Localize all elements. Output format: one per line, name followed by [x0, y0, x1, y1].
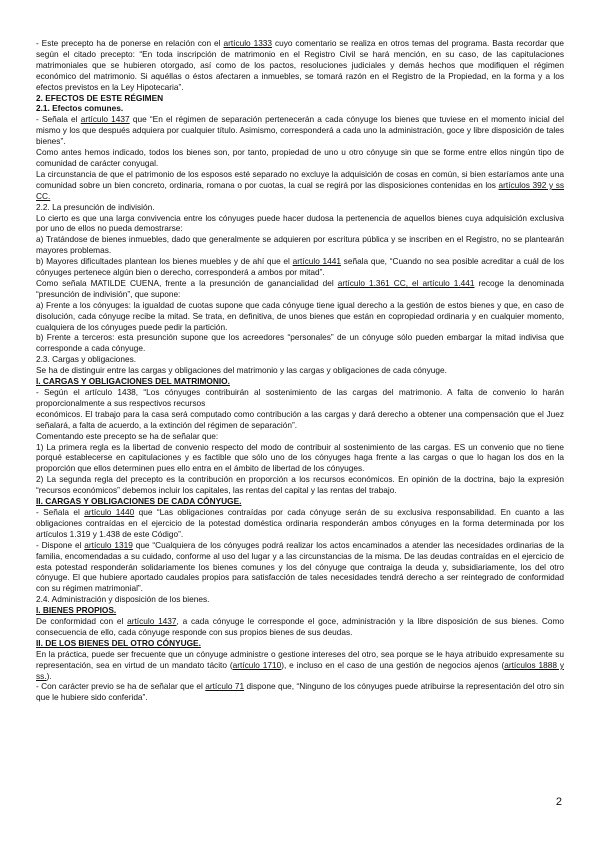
text-run: La circunstancia de que el patrimonio de los esposos esté separado no excluye la adquisición de cosas en común, si bien estaríamos ante una comunidad sobre un bien concreto, ordinaria, romana o por cuotas, la cual se regirá por las disposiciones contenidas en los: [36, 168, 564, 190]
text-run: De conformidad con el: [36, 616, 128, 627]
article-link[interactable]: artículos 1888 y ss.: [36, 659, 564, 681]
section-heading: 2.1. Efectos comunes.: [36, 103, 124, 114]
paragraph: [36, 474, 564, 496]
section-heading: 2. EFECTOS DE ESTE RÉGIMEN: [36, 92, 164, 103]
paragraph: [36, 442, 564, 475]
text-run: En la práctica, puede ser frecuente que un cónyuge administre o gestione intereses del otro, sea porque se le haya atribuido expresamente su representación, sea en virtud de un mandato tácito (: [36, 648, 564, 670]
article-link[interactable]: artículo 1319: [84, 539, 133, 550]
text-run: b) Frente a terceros: esta presunción supone que los acreedores “personales” de un cónyuge sólo pueden embargar la mitad indivisa que corresponde a cada cónyuge.: [36, 332, 564, 354]
paragraph: [36, 354, 564, 365]
article-link[interactable]: artículo 1333: [223, 38, 273, 48]
text-run: 2.2. La presunción de indivisión.: [36, 201, 155, 212]
text-run: 2.3. Cargas y obligaciones.: [36, 354, 137, 365]
page-number: 2: [555, 796, 562, 808]
paragraph: [36, 213, 564, 235]
text-run: Como antes hemos indicado, todos los bienes son, por tanto, propiedad de uno u otro cónyuge sin que se forme entre ellos ningún tipo de comunidad de carácter conyugal.: [36, 147, 564, 168]
document-body: [36, 38, 564, 703]
paragraph: [36, 332, 564, 354]
text-run: Como señala MATILDE CUENA, frente a la presunción de ganancialidad del: [36, 277, 338, 288]
text-run: 2) La segunda regla del precepto es la contribución en proporción a los recursos económicos. En opinión de la doctrina, bajo la expresión “recursos económicos” debemos incluir los capitales, las rentas del capital y las rentas del trabajo.: [36, 474, 564, 496]
text-run: que “Las obligaciones contraídas por cada cónyuge serán de su exclusiva responsabilidad. En cuanto a las obligaciones contraídas en el ejercicio de la potestad doméstica ordinaria responderán ambos cónyuges en la forma determinada por los artículos 1.319 y 1.438 de este Código”.: [36, 506, 564, 539]
paragraph: [36, 300, 564, 333]
article-link[interactable]: artículo 1437: [80, 114, 130, 125]
text-run: ).: [46, 670, 52, 681]
paragraph: [36, 431, 564, 442]
paragraph: [36, 507, 564, 540]
text-run: - Señala el: [36, 114, 81, 125]
text-run: señala que, “Cuando no sea posible acreditar a cuál de los cónyuges pertenece algún bien o derecho, corresponderá a ambos por mitad”.: [36, 256, 564, 278]
text-run: - Señala el: [36, 506, 85, 517]
text-run: que “Cualquiera de los cónyuges podrá realizar los actos encaminados a atender las necesidades ordinarias de la familia, encomendadas a su cuidado, conforme al uso del lugar y a las circunstancias de la misma. De las deudas contraídas en el ejercicio de esta potestad responderán solidariamente los bienes comunes y los del cónyuge que contraiga la deuda y, subsidiariamente, los del otro cónyuge. El que hubiere aportado caudales propios para satisfacción de tales necesidades tendrá derecho a ser reintegrado de conformidad con su régimen matrimonial”.: [36, 539, 564, 594]
article-link[interactable]: artículo 1440: [84, 506, 135, 517]
section-heading: I. CARGAS Y OBLIGACIONES DEL MATRIMONIO.: [36, 376, 230, 387]
section-heading: II. CARGAS Y OBLIGACIONES DE CADA CÓNYUGE.: [36, 496, 242, 507]
paragraph: [36, 234, 564, 256]
paragraph: [36, 387, 564, 409]
paragraph: [36, 409, 564, 431]
article-link[interactable]: artículo 1441: [292, 256, 341, 267]
paragraph: [36, 169, 564, 202]
text-run: Se ha de distinguir entre las cargas y obligaciones del matrimonio y las cargas y obligaciones de cada cónyuge.: [36, 365, 447, 376]
text-run: - Dispone el: [36, 539, 85, 550]
text-run: a) Frente a los cónyuges: la igualdad de cuotas supone que cada cónyuge tiene igual derecho a la gestión de estos bienes y que, en caso de disolución, cada cónyuge recibe la mitad. Se trata, en definitiva, de unos bienes que están en copropiedad ordinaria y en cualquier momento, cualquiera de los cónyuges puede pedir la partición.: [36, 299, 564, 332]
paragraph: [36, 616, 564, 638]
paragraph: [36, 256, 564, 278]
text-run: 2.4. Administración y disposición de los bienes.: [36, 594, 210, 605]
text-run: , a cada cónyuge le corresponde el goce, administración y la libre disposición de sus bienes. Como consecuencia de ello, cada cónyuge responde con sus propios bienes de sus deudas.: [36, 616, 564, 637]
text-run: a) Tratándose de bienes inmuebles, dado que generalmente se adquieren por escritura pública y se inscriben en el Registro, no se plantearán mayores problemas.: [36, 234, 564, 256]
paragraph: [36, 147, 564, 169]
text-run: Lo cierto es que una larga convivencia entre los cónyuges puede hacer dudosa la pertenencia de aquellos bienes cuya adquisición exclusiva por uno de ellos no pueda demostrarse:: [36, 212, 564, 234]
article-link[interactable]: artículos 392 y ss CC.: [36, 179, 564, 201]
text-run: b) Mayores dificultades plantean los bienes muebles y de ahí que el: [36, 256, 293, 267]
article-link[interactable]: artículo 1.361 CC, el artículo 1.441: [337, 277, 475, 288]
text-run: recoge la denominada “presunción de indivisión”, que supone:: [36, 277, 565, 299]
text-run: 1) La primera regla es la libertad de convenio respecto del modo de contribuir al sostenimiento de las cargas. ES un convenio que no tiene porqué establecerse en capitulaciones y es factible que sólo uno de los cónyuges haga frente a las cargas o que lo hagan los dos en la proporción que ellos determinen pues ello entra en el ámbito de libertad de los cónyuges.: [36, 441, 564, 474]
paragraph: [36, 114, 564, 147]
paragraph: [36, 278, 564, 300]
paragraph: [36, 649, 564, 682]
article-link[interactable]: artículo 1437: [127, 616, 177, 627]
paragraph: [36, 594, 564, 605]
paragraph: [36, 365, 564, 376]
text-run: - Este precepto ha de ponerse en relación con el: [36, 38, 224, 48]
text-run: económicos. El trabajo para la casa será computado como contribución a las cargas y dará derecho a obtener una compensación que el Juez señalará, a falta de acuerdo, a la extinción del régimen de separación”.: [36, 408, 564, 430]
text-run: dispone que, “Ninguno de los cónyuges puede atribuirse la representación del otro sin que le hubiere sido conferida”.: [36, 681, 564, 703]
paragraph: [36, 540, 564, 595]
text-run: cuyo comentario se realiza en otros temas del programa. Basta recordar que según el citado precepto: “En toda inscripción de matrimonio en el Registro Civil se hará mención, en su caso, de las capitulaciones matrimoniales que se hubieren otorgado, así como de los pactos, resoluciones judiciales y demás hechos que modifiquen el régimen económico del matrimonio. Si aquéllas o éstos afectaren a inmuebles, se tomará razón en el Registro de la Propiedad, en la forma y a los efectos previstos en la Ley Hipotecaria”.: [36, 38, 564, 92]
text-run: ), e incluso en el caso de una gestión de negocios ajenos (: [281, 659, 505, 670]
section-heading: I. BIENES PROPIOS.: [36, 605, 117, 616]
text-run: - Según el artículo 1438, “Los cónyuges contribuirán al sostenimiento de las cargas del matrimonio. A falta de convenio lo harán proporcionalmente a sus respectivos recursos: [36, 387, 564, 408]
text-run: - Con carácter previo se ha de señalar que el: [36, 681, 206, 692]
text-run: Comentando este precepto se ha de señalar que:: [36, 430, 219, 441]
paragraph: [36, 681, 564, 703]
article-link[interactable]: artículo 71: [205, 681, 245, 692]
text-run: que “En el régimen de separación pertenecerán a cada cónyuge los bienes que tuviese en el momento inicial del mismo y los que después adquiera por cualquier título. Asimismo, corresponderá a cada uno la administración, goce y libre disposición de tales bienes”.: [36, 114, 564, 147]
paragraph: [36, 202, 564, 213]
paragraph: [36, 38, 564, 93]
article-link[interactable]: artículo 1710: [232, 659, 282, 670]
section-heading: II. DE LOS BIENES DEL OTRO CÓNYUGE.: [36, 637, 201, 648]
